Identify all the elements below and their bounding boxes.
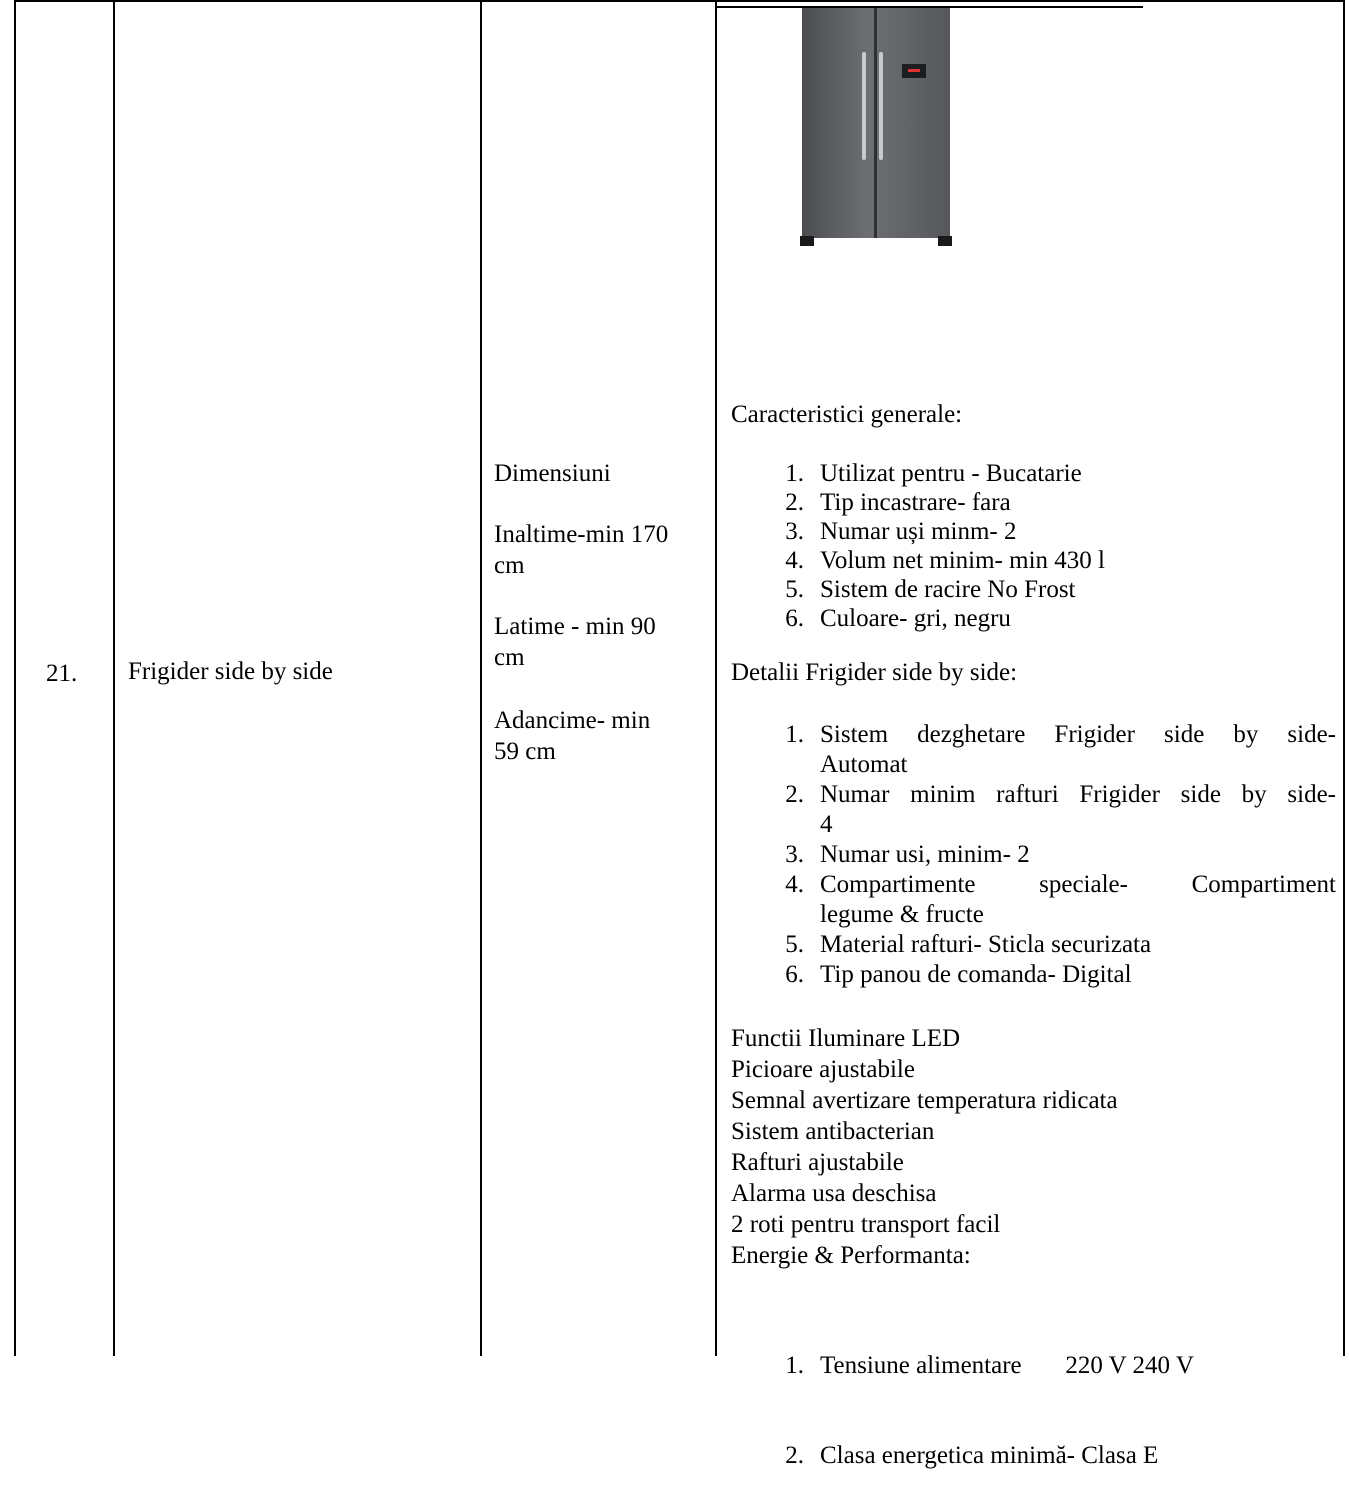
dimension-depth-value: 59 cm	[494, 738, 556, 765]
function-line: Picioare ajustabile	[731, 1056, 915, 1083]
function-line: Sistem antibacterian	[731, 1118, 935, 1145]
details-heading: Detalii Frigider side by side:	[731, 659, 1018, 686]
list-item: 1. Utilizat pentru - Bucatarie	[785, 460, 1082, 487]
table-divider-3	[715, 0, 717, 1356]
table-border-left	[14, 0, 16, 1356]
list-item: 4. Compartimente speciale- Compartiment legume & fructe	[785, 871, 1336, 928]
fridge-right-handle	[879, 52, 883, 160]
functions-list	[731, 1023, 1118, 1271]
general-heading: Caracteristici generale:	[731, 401, 963, 428]
dimension-height: Inaltime-min 170	[494, 521, 669, 548]
list-item: 6. Tip panou de comanda- Digital	[785, 961, 1132, 988]
table-divider-1	[113, 0, 115, 1356]
dimension-width-unit: cm	[494, 644, 525, 671]
fridge-door-split	[874, 8, 877, 238]
function-line: Semnal avertizare temperatura ridicata	[731, 1087, 1118, 1114]
row-number: 21.	[46, 660, 78, 687]
function-line: 2 roti pentru transport facil	[731, 1211, 1001, 1238]
list-item: 1. Tensiune alimentare 220 V 240 V	[785, 1352, 1194, 1379]
details-list	[764, 720, 1336, 990]
table-border-right	[1343, 0, 1345, 1356]
list-item: 5. Sistem de racire No Frost	[785, 576, 1076, 603]
fridge-foot-right	[938, 236, 952, 246]
list-item: 4. Volum net minim- min 430 l	[785, 547, 1105, 574]
dimension-height-unit: cm	[494, 552, 525, 579]
dimension-depth: Adancime- min	[494, 707, 651, 734]
function-line: Rafturi ajustabile	[731, 1149, 904, 1176]
energy-list	[764, 1291, 1194, 1501]
list-item: 1. Sistem dezghetare Frigider side by side- Automat	[785, 721, 1336, 778]
energy-heading: Energie & Performanta:	[731, 1242, 971, 1269]
fridge-foot-left	[800, 236, 814, 246]
list-item: 2. Numar minim rafturi Frigider side by side- 4	[785, 781, 1336, 838]
product-name: Frigider side by side	[128, 658, 333, 685]
list-item: 5. Material rafturi- Sticla securizata	[785, 931, 1152, 958]
table-border-top	[14, 0, 1345, 2]
general-list	[764, 459, 1324, 633]
list-item: 3. Numar uși minm- 2	[785, 518, 1017, 545]
fridge-left-handle	[862, 52, 866, 160]
dimension-width: Latime - min 90	[494, 613, 656, 640]
list-item: 3. Numar usi, minim- 2	[785, 841, 1030, 868]
table-divider-2	[480, 0, 482, 1356]
refrigerator-image	[800, 8, 952, 248]
function-line: Alarma usa deschisa	[731, 1180, 937, 1207]
list-item: 2. Clasa energetica minimă- Clasa E	[785, 1442, 1159, 1469]
function-line: Functii Iluminare LED	[731, 1025, 961, 1052]
dimensions-heading: Dimensiuni	[494, 460, 611, 487]
fridge-display-light	[908, 69, 920, 72]
list-item: 2. Tip incastrare- fara	[785, 489, 1011, 516]
list-item: 6. Culoare- gri, negru	[785, 605, 1011, 632]
